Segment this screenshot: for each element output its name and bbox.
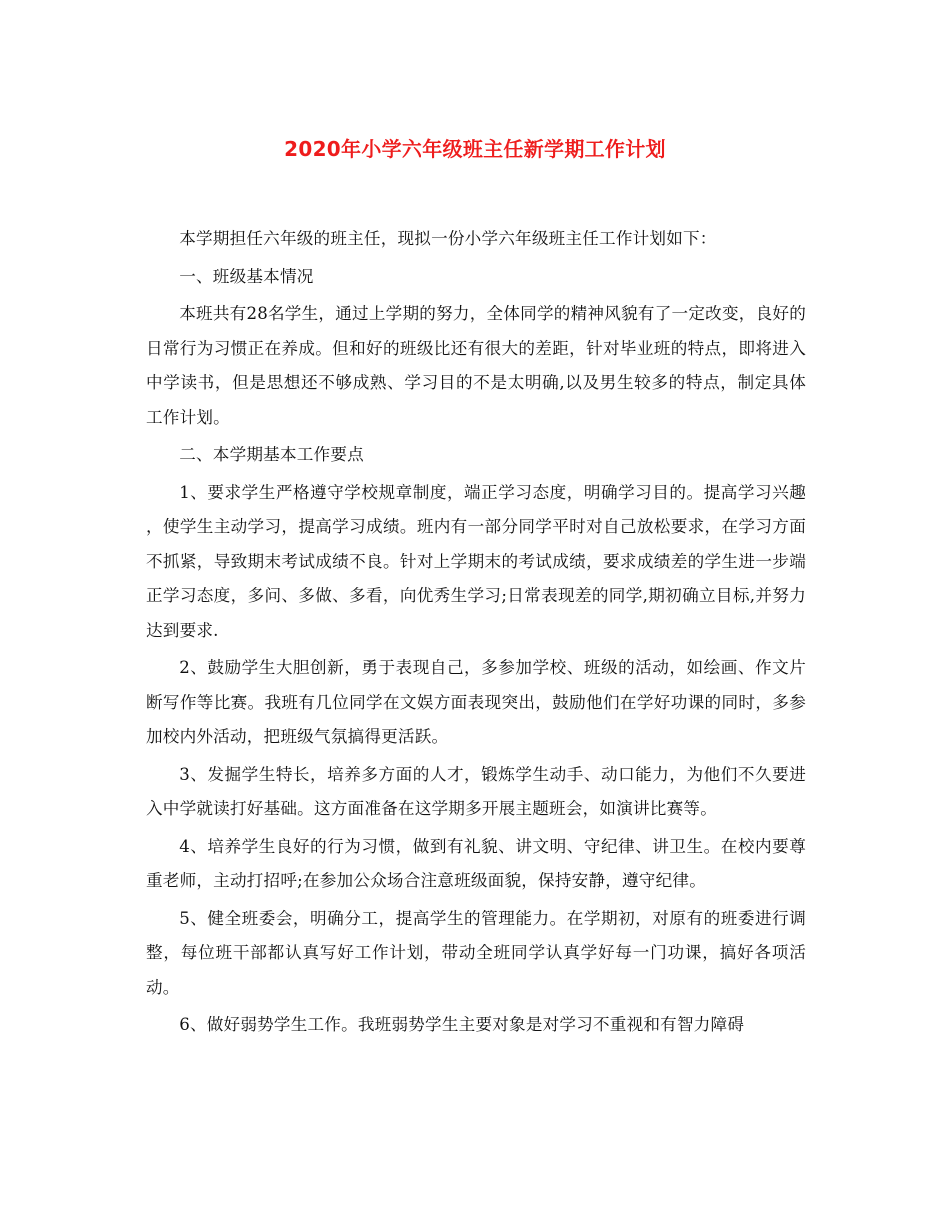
paragraph-point-6: 6、做好弱势学生工作。我班弱势学生主要对象是对学习不重视和有智力障碍 bbox=[179, 1015, 745, 1034]
paragraph-point-5: 5、健全班委会，明确分工，提高学生的管理能力。在学期初，对原有的班委进行调整，每位班干部都认真写好工作计划，带动全班同学认真学好每一门功课，搞好各项活动。 bbox=[146, 908, 806, 997]
paragraph-point-3: 3、发掘学生特长，培养多方面的人才，锻炼学生动手、动口能力，为他们不久要进入中学就读打好基础。这方面准备在这学期多开展主题班会，如演讲比赛等。 bbox=[146, 764, 806, 818]
paragraph-intro: 本学期担任六年级的班主任，现拟一份小学六年级班主任工作计划如下： bbox=[179, 229, 717, 248]
paragraph-point-1: 1、要求学生严格遵守学校规章制度，端正学习态度，明确学习目的。提高学习兴趣 ，使学生主动学习，提高学习成绩。班内有一部分同学平时对自己放松要求，在学习方面不抓紧，导致期末考试成绩不良。针对上学期末的考试成绩，要求成绩差的学生进一步端正学习态度，多问、多做、多看，向优秀生学习;日常表现差的同学,期初确立目标,并努力达到要求. bbox=[146, 482, 806, 640]
paragraph-point-2: 2、鼓励学生大胆创新，勇于表现自己，多参加学校、班级的活动，如绘画、作文片断写作等比赛。我班有几位同学在文娱方面表现突出，鼓励他们在学好功课的同时，多参加校内外活动，把班级气氛搞得更活跃。 bbox=[146, 658, 806, 746]
heading-work-points: 二、本学期基本工作要点 bbox=[179, 445, 364, 464]
document-body bbox=[146, 222, 806, 1046]
heading-class-situation: 一、班级基本情况 bbox=[179, 266, 314, 286]
document-title: 2020年小学六年级班主任新学期工作计划 bbox=[284, 137, 666, 161]
paragraph-class-situation: 本班共有28名学生，通过上学期的努力，全体同学的精神风貌有了一定改变，良好的日常行为习惯正在养成。但和好的班级比还有很大的差距，针对毕业班的特点，即将进入中学读书，但是思想还不够成熟、学习目的不是太明确,以及男生较多的特点，制定具体工作计划。 bbox=[146, 304, 806, 427]
paragraph-point-4: 4、培养学生良好的行为习惯，做到有礼貌、讲文明、守纪律、讲卫生。在校内要尊重老师，主动打招呼;在参加公众场合注意班级面貌，保持安静，遵守纪律。 bbox=[146, 836, 806, 890]
